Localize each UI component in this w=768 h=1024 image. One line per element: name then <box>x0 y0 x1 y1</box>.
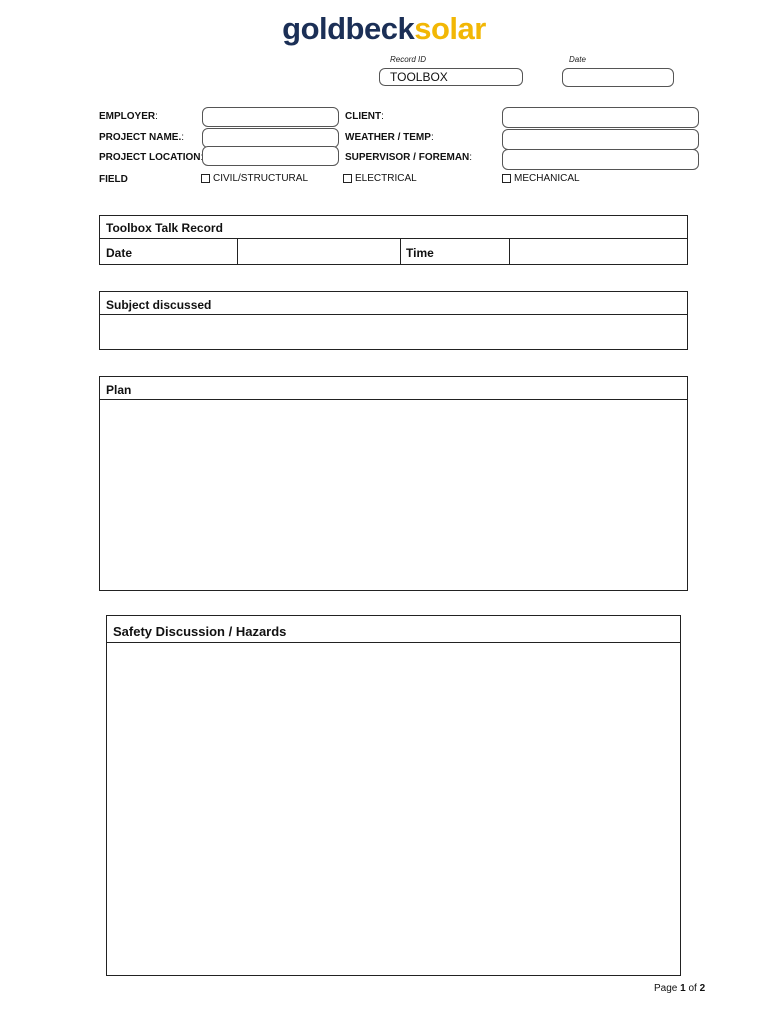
project-location-label: PROJECT LOCATION <box>99 152 201 163</box>
record-id-label: Record ID <box>390 55 427 64</box>
subject-field[interactable] <box>100 315 687 349</box>
checkbox-icon <box>502 174 511 183</box>
safety-field[interactable] <box>107 643 680 975</box>
toolbox-record-table <box>99 215 688 265</box>
record-id-field[interactable]: TOOLBOX <box>379 68 523 86</box>
field-label: FIELD <box>99 174 128 185</box>
project-name-label: PROJECT NAME.: <box>99 132 185 143</box>
checkbox-label: CIVIL/STRUCTURAL <box>213 173 309 184</box>
company-logo <box>0 10 768 48</box>
employer-field[interactable] <box>202 107 339 127</box>
supervisor-foreman-field[interactable] <box>502 149 699 170</box>
checkbox-label: ELECTRICAL <box>355 173 417 184</box>
subject-section <box>99 291 688 350</box>
safety-title: Safety Discussion / Hazards <box>113 624 287 639</box>
record-date-label: Date <box>106 246 133 260</box>
toolbox-record-title: Toolbox Talk Record <box>106 221 223 235</box>
page-number: Page 1 of 2 <box>654 983 706 994</box>
checkbox-civil-structural[interactable] <box>201 173 308 184</box>
weather-temp-label: WEATHER / TEMP: <box>345 132 434 143</box>
client-field[interactable] <box>502 107 699 128</box>
supervisor-foreman-label: SUPERVISOR / FOREMAN: <box>345 152 473 163</box>
checkbox-icon <box>201 174 210 183</box>
subject-title: Subject discussed <box>106 298 212 312</box>
logo-text-goldbeck: goldbeck <box>282 11 415 46</box>
project-name-field[interactable] <box>202 128 339 148</box>
checkbox-label: MECHANICAL <box>514 173 580 184</box>
safety-section <box>106 615 681 976</box>
plan-title: Plan <box>106 383 132 397</box>
client-label: CLIENT: <box>345 111 384 122</box>
project-location-field[interactable] <box>202 146 339 166</box>
weather-temp-field[interactable] <box>502 129 699 150</box>
checkbox-icon <box>343 174 352 183</box>
date-field[interactable] <box>562 68 674 87</box>
logo-text-solar: solar <box>414 11 486 46</box>
record-date-field[interactable] <box>238 239 400 264</box>
record-time-label: Time <box>406 246 434 260</box>
record-time-field[interactable] <box>510 239 687 264</box>
checkbox-mechanical[interactable] <box>502 173 580 184</box>
employer-label: EMPLOYER: <box>99 111 158 122</box>
plan-field[interactable] <box>100 400 687 590</box>
date-label: Date <box>569 55 586 64</box>
checkbox-electrical[interactable] <box>343 173 417 184</box>
plan-section <box>99 376 688 591</box>
